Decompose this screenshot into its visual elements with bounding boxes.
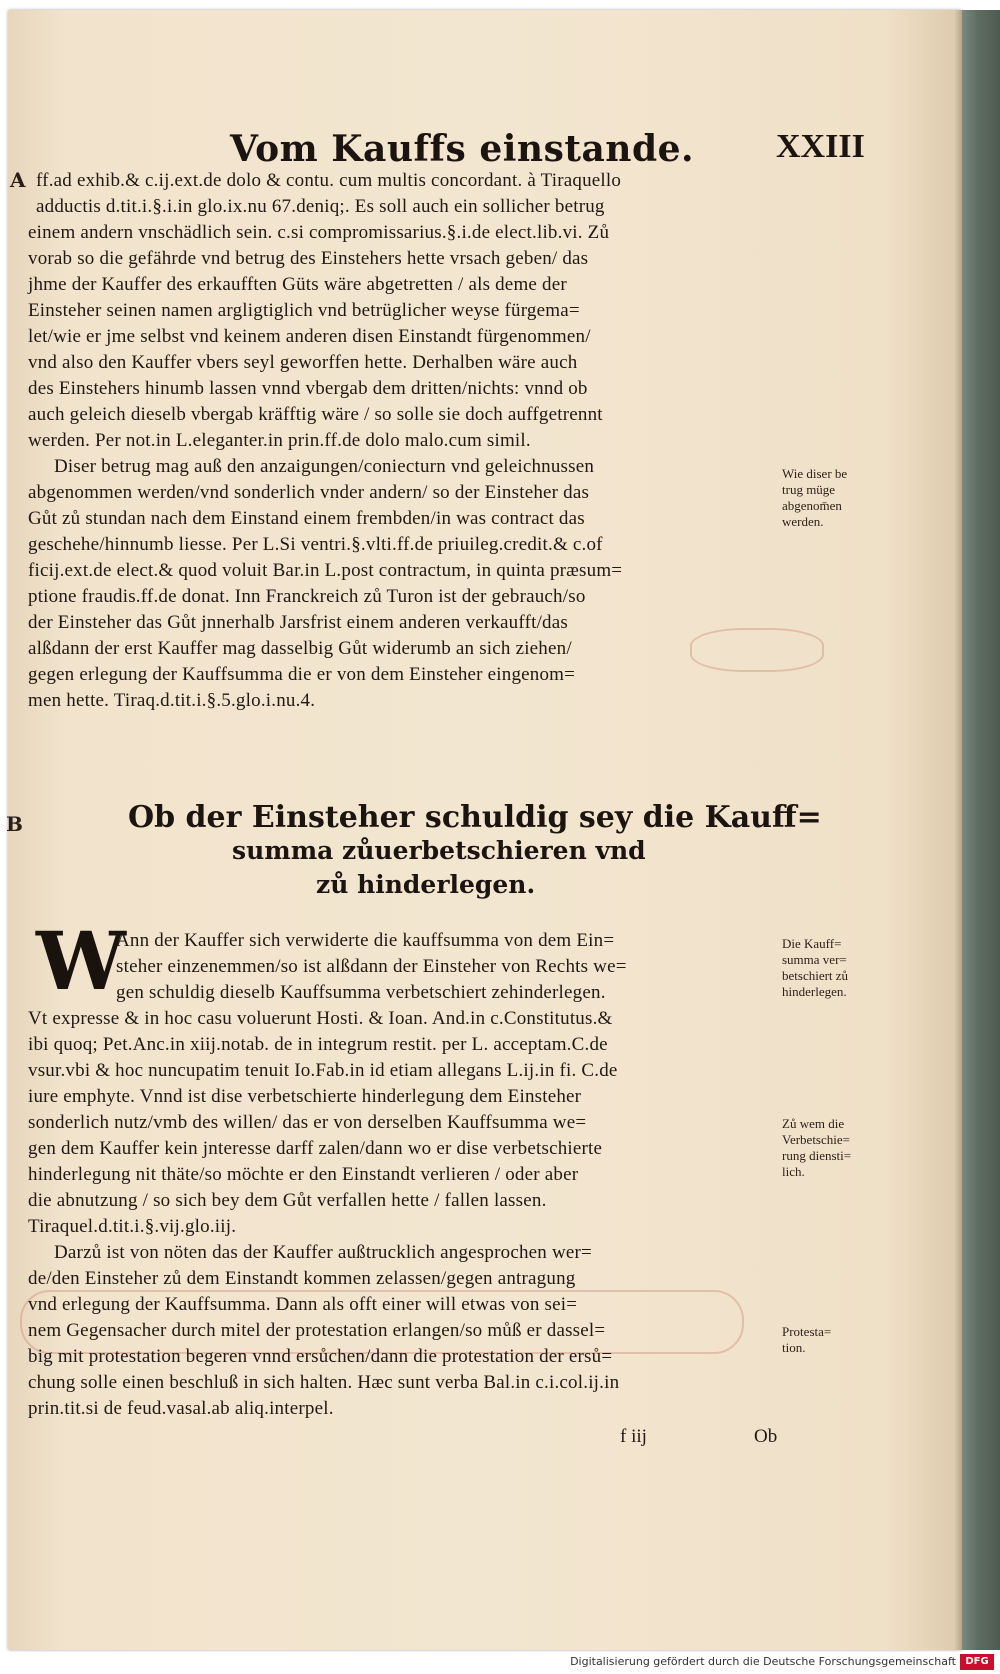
text-line: Gůt zů stundan nach dem Einstand einem frembden/in was contract das	[28, 508, 585, 529]
text-line: chung solle einen beschluß in sich halten. Hæc sunt verba Bal.in c.i.col.ij.in	[28, 1372, 620, 1393]
text-line: gen dem Kauffer kein jnteresse darff zalen/dann wo er dise verbetschierte	[28, 1138, 603, 1159]
heading-line: zů hinderlegen.	[316, 870, 536, 899]
text-line: adductis d.tit.i.§.i.in glo.ix.nu 67.deniq;. Es soll auch ein sollicher betrug	[36, 196, 605, 217]
text-line: des Einstehers hinumb lassen vnnd vbergab dem dritten/nichts: vnnd ob	[28, 378, 588, 399]
catchword: Ob	[754, 1426, 778, 1447]
text-line: gen schuldig dieselb Kauffsumma verbetschiert zehinderlegen.	[116, 982, 606, 1003]
heading-line: Ob der Einsteher schuldig sey die Kauff=	[128, 800, 822, 835]
text-line: ff.ad exhib.& c.ij.ext.de dolo & contu. cum multis concordant. à Tiraquello	[36, 170, 622, 191]
text-line: ptione fraudis.ff.de donat. Inn Franckreich zů Turon ist der gebrauch/so	[28, 586, 586, 607]
margin-line: werden.	[782, 514, 824, 529]
text-line: let/wie er jme selbst vnd keinem anderen disen Einstandt fürgenommen/	[28, 326, 591, 347]
text-line: iure emphyte. Vnnd ist dise verbetschierte hinderlegung dem Einsteher	[28, 1086, 582, 1107]
signature-mark: f iij	[620, 1426, 647, 1447]
text-line: ficij.ext.de elect.& quod voluit Bar.in L.post contractum, in quinta præsum=	[28, 560, 623, 581]
text-line: werden. Per not.in L.eleganter.in prin.ff.de dolo malo.cum simil.	[28, 430, 531, 451]
footer-bar	[0, 1652, 1000, 1674]
margin-line: Protesta=	[782, 1324, 832, 1339]
running-title: Vom Kauffs einstande.	[230, 128, 695, 170]
text-line: vnd erlegung der Kauffsumma. Dann als offt einer will etwas von sei=	[28, 1294, 578, 1315]
margin-line: hinderlegen.	[782, 984, 847, 999]
margin-line: Verbetschie=	[782, 1132, 850, 1147]
text-line: jhme der Kauffer des erkaufften Güts wäre abgetretten / als deme der	[28, 274, 567, 295]
text-line: gegen erlegung der Kauffsumma die er von dem Einsteher eingenom=	[28, 664, 576, 685]
margin-line: lich.	[782, 1164, 805, 1179]
text-line: vsur.vbi & hoc nuncupatim tenuit Io.Fab.in id etiam allegans L.ij.in fi. C.de	[28, 1060, 618, 1081]
text-line: sonderlich nutz/vmb des willen/ das er von derselben Kauffsumma we=	[28, 1112, 587, 1133]
text-line: geschehe/hinnumb liesse. Per L.Si ventri.§.vlti.ff.de priuileg.credit.& c.of	[28, 534, 603, 555]
text-line: de/den Einsteher zů dem Einstandt kommen zelassen/gegen antragung	[28, 1268, 576, 1289]
heading-line: summa zůuerbetschieren vnd	[232, 836, 646, 865]
text-line: einem andern vnschädlich sein. c.si compromissarius.§.i.de elect.lib.vi. Zů	[28, 222, 610, 243]
margin-line: abgenom̄en	[782, 498, 842, 513]
text-line: alßdann der erst Kauffer mag dasselbig Gůt widerumb an sich ziehen/	[28, 638, 572, 659]
text-line: vnd also den Kauffer vbers seyl geworffen hette. Derhalben wäre auch	[28, 352, 578, 373]
text-line: Tiraquel.d.tit.i.§.vij.glo.iij.	[28, 1216, 237, 1237]
folio-number: XXIII	[776, 128, 865, 165]
book-block-edge	[962, 10, 1000, 1650]
text-line: Darzů ist von nöten das der Kauffer außtrucklich angesprochen wer=	[54, 1242, 592, 1263]
text-line: ibi quoq; Pet.Anc.in xiij.notab. de in integrum restit. per L. acceptam.C.de	[28, 1034, 608, 1055]
margin-line: tion.	[782, 1340, 806, 1355]
text-line: die abnutzung / so sich bey dem Gůt verfallen hette / fallen lassen.	[28, 1190, 547, 1211]
margin-line: summa ver=	[782, 952, 847, 967]
text-line: vorab so die gefährde vnd betrug des Einstehers hette vrsach geben/ das	[28, 248, 589, 269]
text-line: nem Gegensacher durch mitel der protestation erlangen/so můß er dassel=	[28, 1320, 606, 1341]
margin-line: Zů wem die	[782, 1116, 845, 1131]
text-line: big mit protestation begeren vnnd ersůchen/dann die protestation der ersů=	[28, 1346, 613, 1367]
text-line: prin.tit.si de feud.vasal.ab aliq.interpel.	[28, 1398, 334, 1419]
text-line: Diser betrug mag auß den anzaigungen/coniecturn vnd geleichnussen	[54, 456, 595, 477]
text-line: Einsteher seinen namen argligtiglich vnd betrüglicher weyse fürgema=	[28, 300, 580, 321]
text-line: hinderlegung nit thäte/so möchte er den Einstandt verlieren / oder aber	[28, 1164, 579, 1185]
footer-credit: Digitalisierung gefördert durch die Deutsche Forschungsgemeinschaft	[570, 1655, 956, 1668]
text-line: Ann der Kauffer sich verwiderte die kauffsumma von dem Ein=	[116, 930, 615, 951]
text-line: auch geleich dieselb vbergab kräfftig wäre / so solle sie doch auffgetrennt	[28, 404, 603, 425]
ink-stain	[690, 628, 824, 672]
margin-line: Die Kauff=	[782, 936, 842, 951]
margin-line: rung diensti=	[782, 1148, 852, 1163]
text-line: men hette. Tiraq.d.tit.i.§.5.glo.i.nu.4.	[28, 690, 316, 711]
margin-line: betschiert zů	[782, 968, 849, 983]
decorated-initial: W	[36, 914, 126, 1008]
section-marker-b: B	[6, 812, 23, 836]
text-line: abgenommen werden/vnd sonderlich vnder andern/ so der Einsteher das	[28, 482, 590, 503]
section-marker-a: A	[10, 168, 26, 192]
text-line: Vt expresse & in hoc casu voluerunt Hosti. & Ioan. And.in c.Constitutus.&	[28, 1008, 613, 1029]
dfg-logo: DFG	[960, 1654, 994, 1670]
margin-line: trug müge	[782, 482, 836, 497]
text-line: der Einsteher das Gůt jnnerhalb Jarsfrist einem anderen verkaufft/das	[28, 612, 568, 633]
text-line: steher einzenemmen/so ist alßdann der Einsteher von Rechts we=	[116, 956, 627, 977]
margin-line: Wie diser be	[782, 466, 848, 481]
